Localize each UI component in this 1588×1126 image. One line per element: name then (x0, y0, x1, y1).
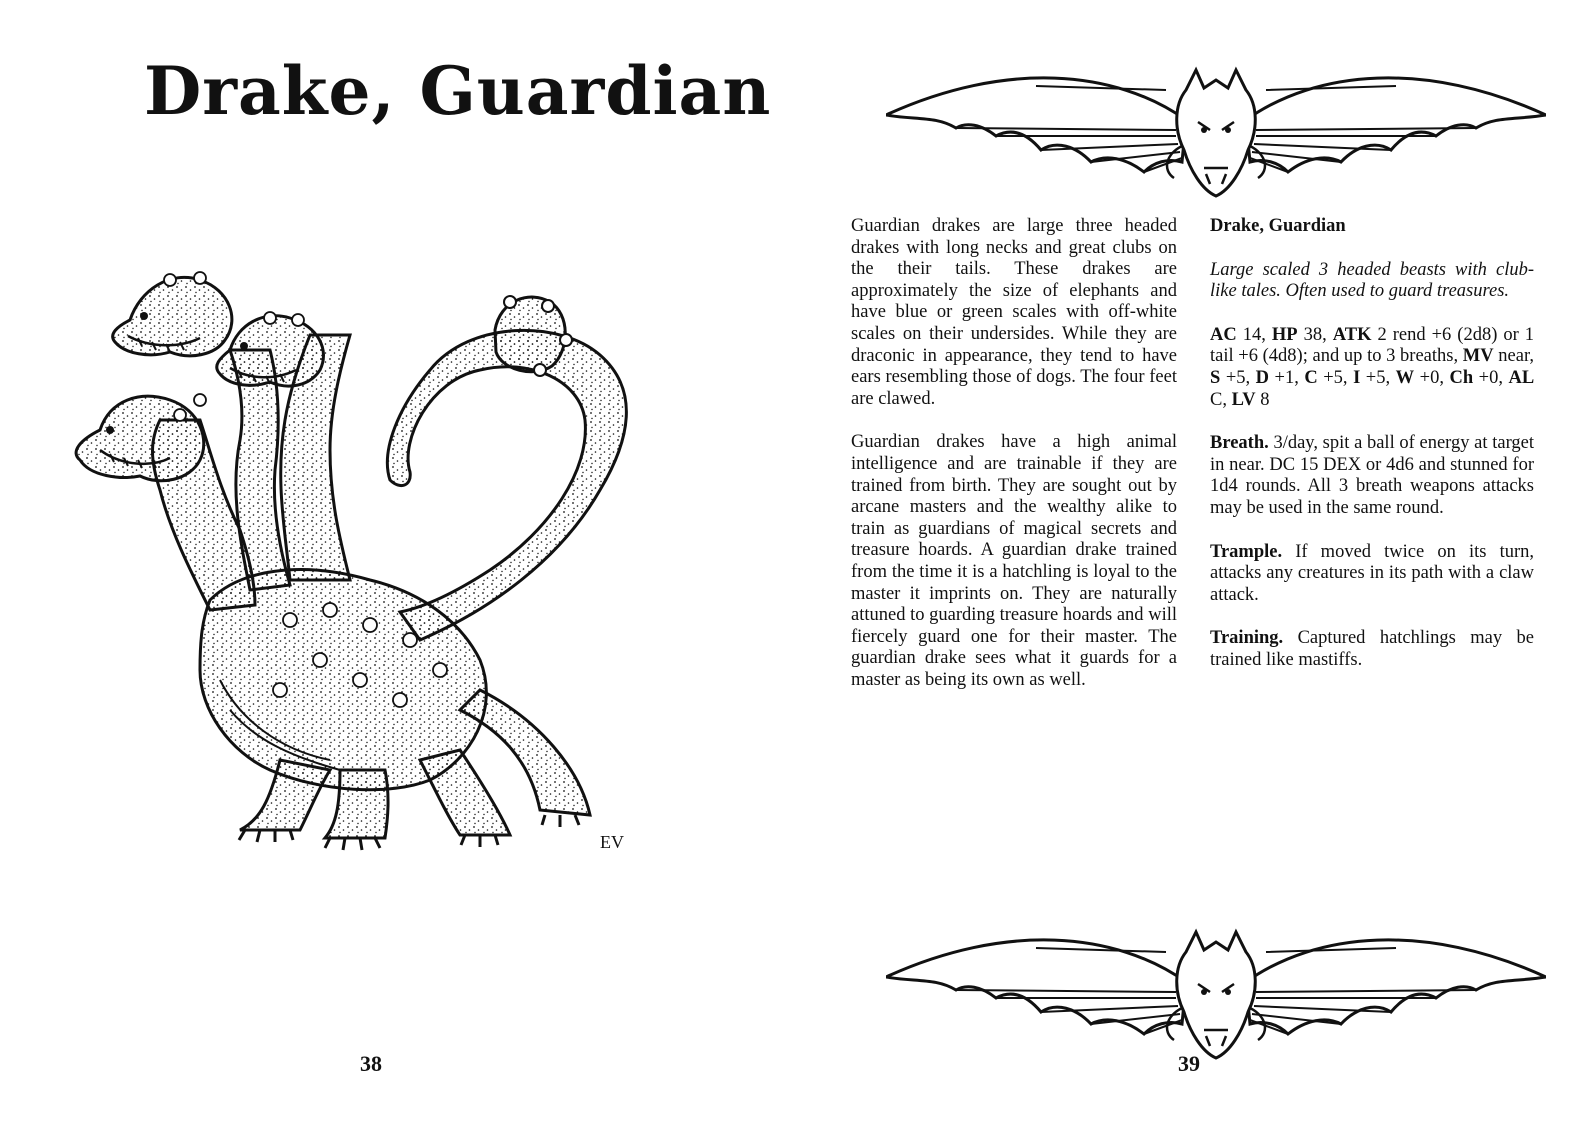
description-paragraph: Guardian drakes are large three headed drakes with long necks and great clubs on the their tails. These drakes are approximately the size of elephants and have blue or green scales with off-white scales on their undersides. While they are draconic in appearance, they tend to have ears resembling those of dogs. The four feet are clawed. (851, 216, 1177, 409)
stat-label: S (1210, 367, 1221, 388)
stat-label: Ch (1449, 367, 1474, 388)
ability-name: Breath. (1210, 433, 1269, 454)
ability-text: Captured hatchlings may be trained like mastiffs. (1210, 628, 1535, 670)
stat-label: C (1304, 367, 1318, 388)
stat-label: W (1395, 367, 1415, 388)
ability-name: Trample. (1210, 541, 1283, 562)
stat-label: AL (1508, 367, 1535, 388)
page-number-right: 39 (1178, 1051, 1200, 1076)
ability-name: Training. (1210, 628, 1284, 649)
stat-value: 8 (1260, 389, 1270, 410)
stat-value: 2 rend +6 (2d8) or 1 tail +6 (4d8); and up to 3 breaths, (1210, 324, 1535, 367)
stat-value: 38, (1303, 324, 1327, 345)
three-headed-drake-illustration-icon (40, 240, 660, 860)
stat-value: +5, (1365, 367, 1391, 388)
winged-dragon-ornament-icon (886, 50, 1546, 200)
stat-value: C, (1210, 389, 1227, 410)
ability-training (1210, 628, 1534, 671)
stat-block-summary: Large scaled 3 headed beasts with club-like tales. Often used to guard treasures. (1210, 259, 1534, 302)
stat-label: LV (1231, 389, 1256, 410)
description-column (851, 216, 1177, 713)
ability-text: 3/day, spit a ball of energy at target in near. DC 15 DEX or 4d6 and stunned for 1d4 rounds. All 3 breath weapons attacks may be used in the same round. (1210, 433, 1534, 518)
artist-signature: EV (600, 832, 624, 852)
stat-value: near, (1498, 346, 1534, 367)
stat-label: ATK (1332, 324, 1372, 345)
winged-dragon-ornament-icon (886, 912, 1546, 1062)
stat-value: +5, (1323, 367, 1348, 388)
stat-value: +0, (1419, 367, 1444, 388)
right-page (794, 0, 1588, 1126)
stat-value: +1, (1274, 367, 1299, 388)
stat-label: AC (1210, 324, 1237, 345)
stat-label: D (1255, 367, 1270, 388)
stat-label: I (1353, 367, 1361, 388)
ability-trample (1210, 542, 1534, 607)
stat-line (1210, 325, 1534, 411)
page-number-left: 38 (360, 1051, 382, 1076)
stat-label: HP (1271, 324, 1298, 345)
description-paragraph: Guardian drakes have a high animal intelligence and are trainable if they are trained from birth. They are sought out by arcane masters and the wealthy alike to train as guardians of magical secrets and treasure hoards. A guardian drake trained from the time it is a hatchling is loyal to the master it imprints on. They are naturally attuned to guarding treasure hoards and will fiercely guard one for their master. The guardian drake sees what it guards for a master as being its own as well. (851, 432, 1177, 690)
stat-label: MV (1462, 346, 1494, 367)
ability-text: If moved twice on its turn, attacks any creatures in its path with a claw attack. (1210, 541, 1534, 605)
ability-breath (1210, 433, 1534, 519)
stat-value: +5, (1225, 367, 1251, 388)
page-title: Drake, Guardian (144, 52, 772, 130)
stat-block (1210, 216, 1534, 694)
stat-value: 14, (1242, 324, 1266, 345)
stat-value: +0, (1478, 367, 1503, 388)
stat-block-name: Drake, Guardian (1210, 216, 1346, 236)
